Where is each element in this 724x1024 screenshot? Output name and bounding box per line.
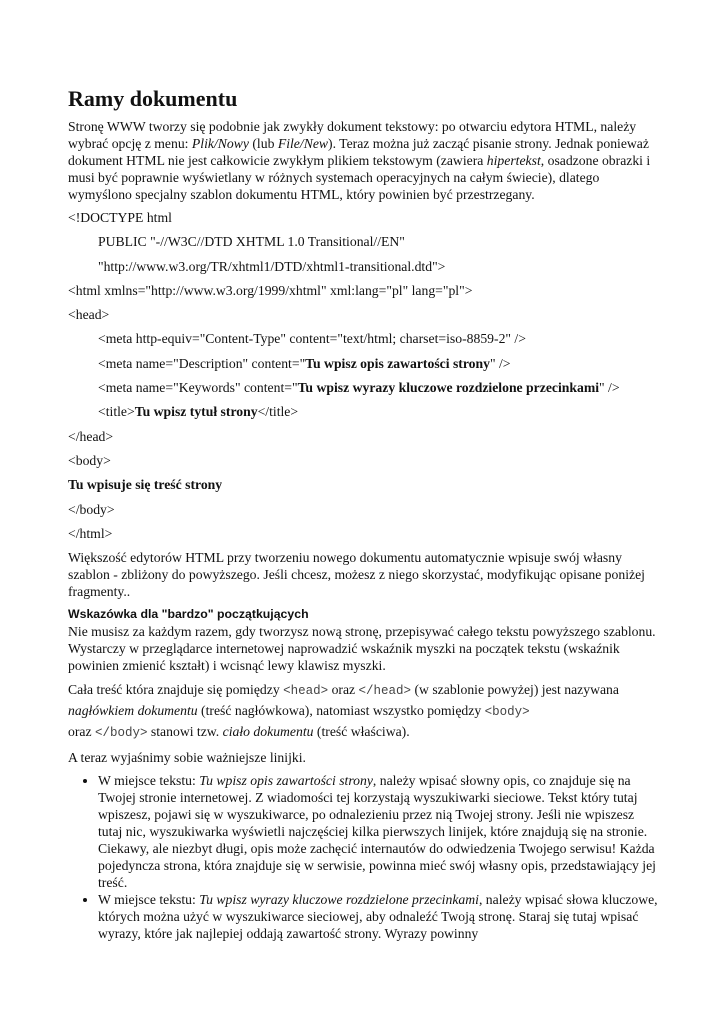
- template-title: [68, 403, 658, 427]
- intro-menu-plik-nowy: Plik/Nowy: [191, 136, 249, 151]
- intro-hipertekst: hipertekst: [486, 153, 541, 168]
- code-head-open: <head>: [283, 684, 329, 699]
- template-html-close: </html>: [68, 525, 113, 541]
- intro-text-3: ). Teraz można już zacząć pisanie strony. Jednak ponieważ dokument HTML nie jest całkowicie zwykłym plikiem tekstowym (zawiera: [68, 136, 649, 168]
- title-placeholder: Tu wpisz tytuł strony: [134, 404, 258, 420]
- template-public: PUBLIC "-//W3C//DTD XHTML 1.0 Transitional//EN": [98, 234, 405, 250]
- intro-menu-file-new: File/New: [277, 136, 329, 151]
- code-body-close: </body>: [94, 726, 148, 741]
- title-post: </title>: [257, 404, 299, 420]
- document-page: [68, 86, 658, 942]
- head-body-text-6: stanowi tzw.: [147, 724, 223, 740]
- meta-keywords-post: " />: [599, 380, 620, 396]
- term-naglowek-dokumentu: nagłówkiem dokumentu: [68, 703, 198, 719]
- meta-description-placeholder: Tu wpisz opis zawartości strony: [305, 355, 490, 371]
- meta-description-post: " />: [489, 355, 511, 371]
- meta-keywords-placeholder: Tu wpisz wyrazy kluczowe rozdzielone przecinkami: [297, 380, 600, 396]
- code-head-close: </head>: [358, 684, 412, 699]
- bullet-1-text: , należy wpisać słowny opis, co znajduje się na Twojej stronie internetowej. Z wiadomości tej korzystają wyszukiwarki sieciowe. Tekst który tutaj wpiszesz, pojawi się w wyszukiwarce, po odnalezieniu przez nią Twojej strony. Jeśli nie wpiszesz tutaj nic, wyszukiwarka wyświetli najczęściej kilka pierwszych linijek, które znajdują się na stronie. Ciekawy, ale niezbyt długi, opis może zachęcić internautów do odwiedzenia Twojego serwisu! Każda pojedyncza strona, która znajduje się w serwisie, powinna mieć swój własny opis, przedstawiający jej treść.: [98, 773, 656, 891]
- template-meta-content-type: <meta http-equiv="Content-Type" content="text/html; charset=iso-8859-2" />: [98, 331, 526, 347]
- tip-text: Nie musisz za każdym razem, gdy tworzysz nową stronę, przepisywać całego tekstu powyższego szablonu. Wystarczy w przeglądarce internetowej naprowadzić wskaźnik myszki na początek tekstu (wskaźnik powinien zmienić kształt) i wcisnąć lewy klawisz myszki.: [68, 624, 656, 674]
- bullet-1-placeholder: Tu wpisz opis zawartości strony: [199, 773, 373, 789]
- template-head-close: </head>: [68, 428, 114, 444]
- head-body-text-1: Cała treść która znajduje się pomiędzy: [68, 682, 284, 698]
- template-body-close: </body>: [68, 501, 115, 517]
- explanation-list: [68, 772, 658, 942]
- bullet-2-text: , należy wpisać słowa kluczowe, których można użyć w wyszukiwarce sieciowej, aby odnaleźć Twoją stronę. Staraj się tutaj wpisać wyrazy, które jak najlepiej oddają zawartość strony. Wyrazy powinny: [98, 892, 658, 942]
- bullet-2-placeholder: Tu wpisz wyrazy kluczowe rozdzielone przecinkami: [199, 892, 479, 908]
- list-item: [98, 772, 658, 891]
- template-dtd: "http://www.w3.org/TR/xhtml1/DTD/xhtml1-transitional.dtd">: [98, 258, 446, 274]
- template-meta-description: [68, 355, 658, 379]
- tip-title: Wskazówka dla "bardzo" początkujących: [68, 607, 309, 622]
- head-body-text-5: oraz: [68, 724, 95, 740]
- bullet-1-lead: W miejsce tekstu:: [98, 773, 200, 789]
- head-body-text-7: (treść właściwa).: [313, 724, 410, 740]
- code-body-open: <body>: [484, 705, 530, 720]
- editors-paragraph: Większość edytorów HTML przy tworzeniu nowego dokumentu automatycznie wpisuje swój własny szablon - zbliżony do powyższego. Jeśli chcesz, możesz z niego skorzystać, modyfikując opisane poniżej fragmenty..: [68, 550, 645, 600]
- term-cialo-dokumentu: ciało dokumentu: [222, 724, 314, 740]
- head-body-text-3: (w szablonie powyżej) jest nazywana: [411, 682, 619, 698]
- template-meta-keywords: [68, 379, 658, 403]
- head-body-text-2: oraz: [328, 682, 359, 698]
- template-doctype: <!DOCTYPE html: [68, 210, 172, 225]
- template-head-open: <head>: [68, 307, 110, 323]
- template-body-content: [68, 476, 658, 500]
- html-template: [68, 209, 658, 549]
- bullet-2-lead: W miejsce tekstu:: [98, 892, 200, 908]
- list-item: [98, 891, 658, 942]
- body-content-placeholder: Tu wpisuje się treść strony: [68, 477, 223, 493]
- template-html-open: <html xmlns="http://www.w3.org/1999/xhtml" xml:lang="pl" lang="pl">: [68, 282, 473, 298]
- explain-paragraph: A teraz wyjaśnimy sobie ważniejsze linijki.: [68, 750, 306, 766]
- head-body-paragraph: [68, 680, 658, 743]
- intro-text-1: Stronę WWW tworzy się podobnie jak zwykły dokument tekstowy: po otwarciu edytora HTML, należy wybrać opcję z menu:: [68, 119, 637, 151]
- intro-text-2: (lub: [248, 136, 278, 151]
- meta-description-pre: <meta name="Description" content=": [98, 355, 306, 371]
- head-body-text-4: (treść nagłówkowa), natomiast wszystko pomiędzy: [197, 703, 485, 719]
- intro-paragraph: [68, 118, 658, 203]
- template-body-open: <body>: [68, 452, 111, 468]
- meta-keywords-pre: <meta name="Keywords" content=": [98, 380, 298, 396]
- intro-text-4: , osadzone obrazki i musi być poprawnie wyświetlany w różnych systemach operacyjnych na całym świecie), dlatego wymyślono specjalny szablon dokumentu HTML, który powinien być przestrzegany.: [68, 153, 651, 202]
- page-title: Ramy dokumentu: [68, 86, 238, 111]
- title-pre: <title>: [98, 404, 135, 420]
